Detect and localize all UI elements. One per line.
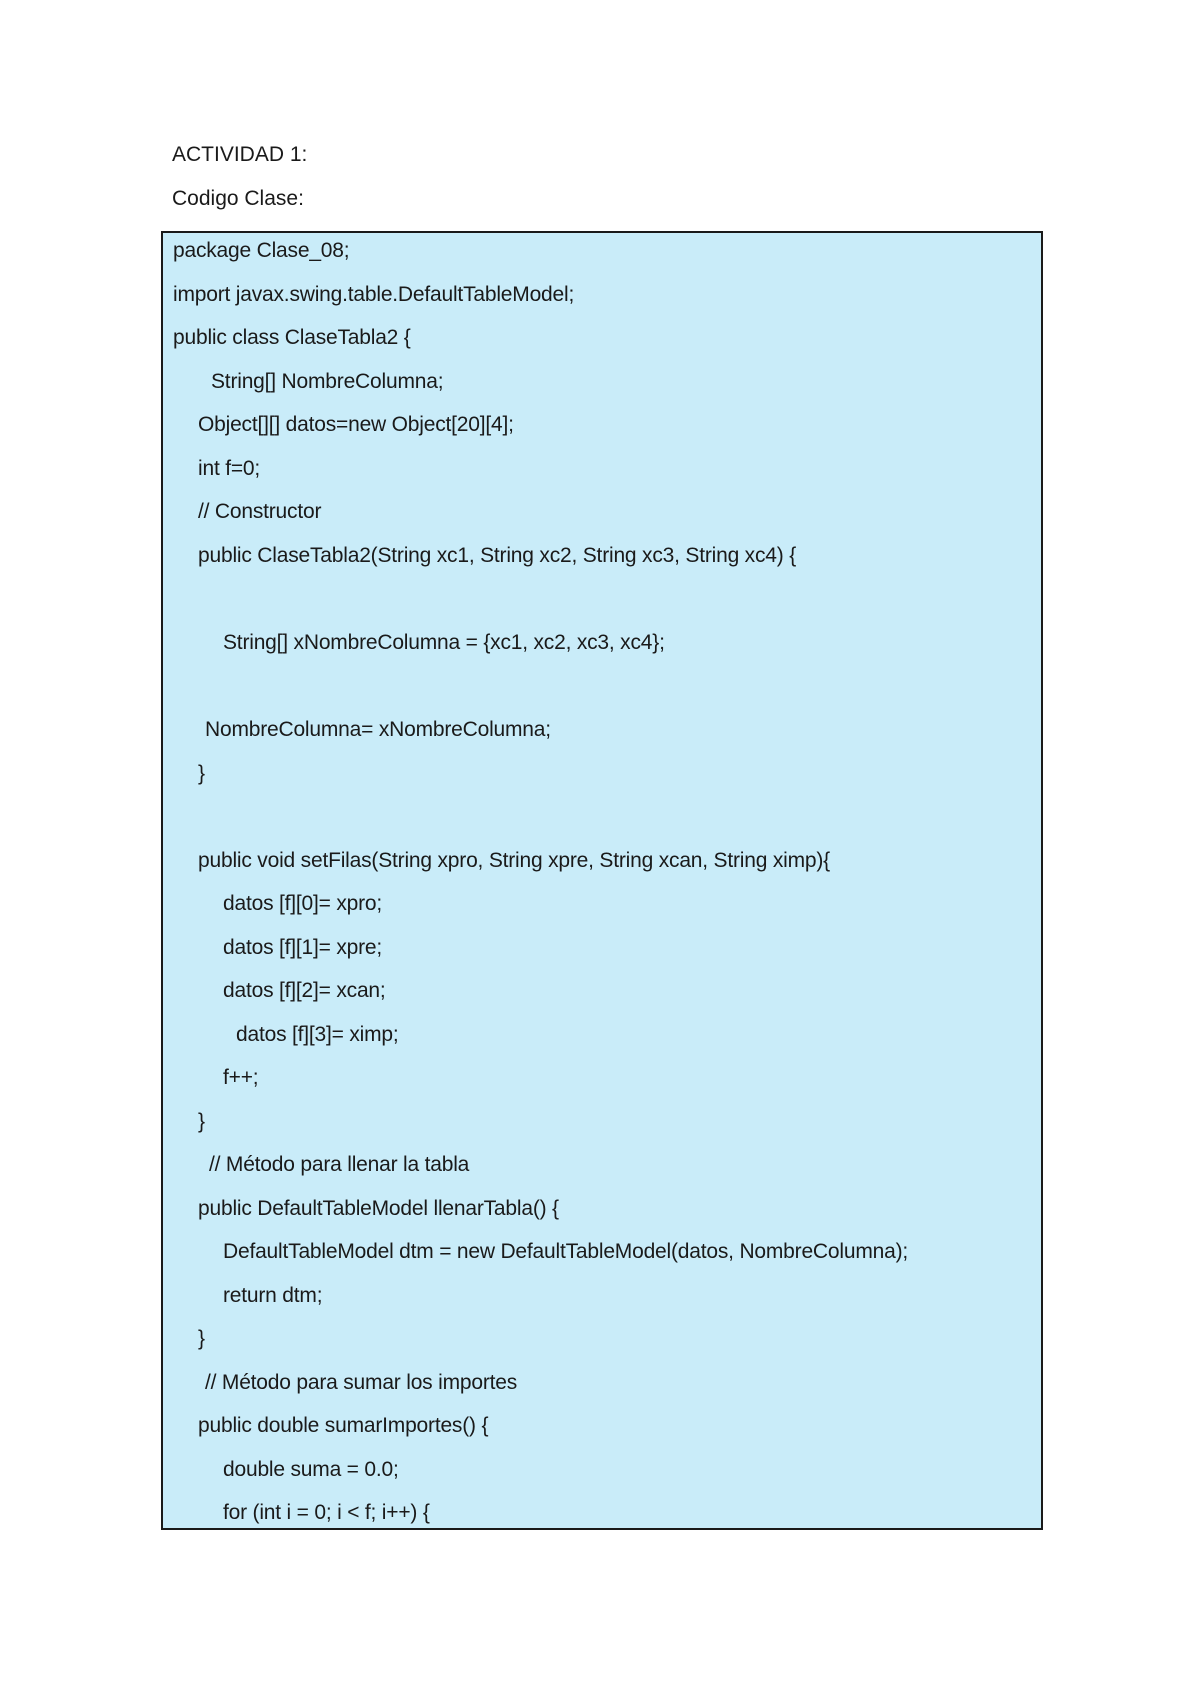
code-line: // Constructor bbox=[198, 500, 322, 523]
code-line: } bbox=[198, 1110, 205, 1133]
code-line: datos [f][0]= xpro; bbox=[223, 892, 383, 915]
code-line: String[] NombreColumna; bbox=[211, 370, 444, 393]
code-line: package Clase_08; bbox=[173, 239, 350, 262]
code-line: f++; bbox=[223, 1066, 259, 1089]
code-line: String[] xNombreColumna = {xc1, xc2, xc3, xc4}; bbox=[223, 631, 665, 654]
code-line: NombreColumna= xNombreColumna; bbox=[205, 718, 551, 741]
code-line: public ClaseTabla2(String xc1, String xc2, String xc3, String xc4) { bbox=[198, 544, 797, 567]
code-line: } bbox=[198, 762, 205, 785]
code-line: public double sumarImportes() { bbox=[198, 1414, 489, 1437]
code-line: // Método para llenar la tabla bbox=[209, 1153, 470, 1176]
code-line: datos [f][1]= xpre; bbox=[223, 936, 383, 959]
code-line: datos [f][2]= xcan; bbox=[223, 979, 386, 1002]
code-line: import javax.swing.table.DefaultTableModel; bbox=[173, 283, 575, 306]
code-line: datos [f][3]= ximp; bbox=[236, 1023, 399, 1046]
code-line: public DefaultTableModel llenarTabla() { bbox=[198, 1197, 559, 1220]
code-line: Object[][] datos=new Object[20][4]; bbox=[198, 413, 514, 436]
code-line: public class ClaseTabla2 { bbox=[173, 326, 411, 349]
code-line: // Método para sumar los importes bbox=[205, 1371, 518, 1394]
code-line: double suma = 0.0; bbox=[223, 1458, 399, 1481]
code-block bbox=[161, 231, 1043, 1530]
code-line: } bbox=[198, 1327, 205, 1350]
activity-heading: ACTIVIDAD 1: bbox=[172, 143, 308, 166]
code-line: DefaultTableModel dtm = new DefaultTableModel(datos, NombreColumna); bbox=[223, 1240, 908, 1263]
code-line: return dtm; bbox=[223, 1284, 323, 1307]
code-line: public void setFilas(String xpro, String xpre, String xcan, String ximp){ bbox=[198, 849, 830, 872]
code-section-label: Codigo Clase: bbox=[172, 187, 304, 210]
code-line: for (int i = 0; i < f; i++) { bbox=[223, 1501, 430, 1524]
code-line: int f=0; bbox=[198, 457, 261, 480]
